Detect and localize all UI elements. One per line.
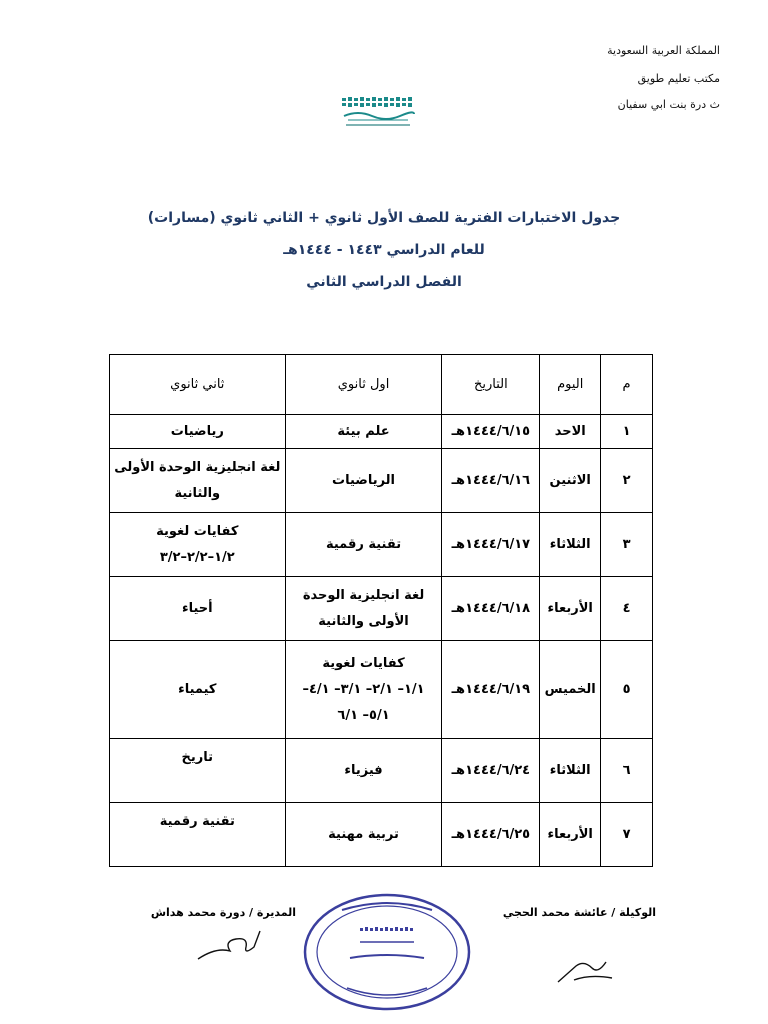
row-second: تقنية رقمية bbox=[110, 803, 286, 867]
row-second: أحياء bbox=[110, 577, 286, 641]
school-seal-stamp bbox=[302, 892, 472, 1012]
row-day: الاحد bbox=[540, 415, 601, 449]
row-first: تقنية رقمية bbox=[285, 513, 442, 577]
table-row bbox=[110, 449, 653, 513]
row-second: كيمياء bbox=[110, 641, 286, 739]
row-date: ١٤٤٤/٦/٢٤هـ bbox=[442, 739, 540, 803]
header-country: المملكة العربية السعودية bbox=[607, 44, 720, 57]
table-header-row bbox=[110, 355, 653, 415]
principal-label: المديرة / دورة محمد هداش bbox=[150, 906, 296, 919]
row-date: ١٤٤٤/٦/٢٥هـ bbox=[442, 803, 540, 867]
row-num: ٤ bbox=[601, 577, 653, 641]
row-first: كفايات لغوية ١/١– ٢/١– ٣/١– ٤/١– ٥/١– ٦/١ bbox=[285, 641, 442, 739]
row-date: ١٤٤٤/٦/١٥هـ bbox=[442, 415, 540, 449]
row-day: الثلاثاء bbox=[540, 739, 601, 803]
title-main: جدول الاختبارات الفترية للصف الأول ثانوي + الثاني ثانوي (مسارات) bbox=[147, 210, 621, 226]
row-date: ١٤٤٤/٦/١٨هـ bbox=[442, 577, 540, 641]
table-row bbox=[110, 803, 653, 867]
row-num: ٣ bbox=[601, 513, 653, 577]
row-first: تربية مهنية bbox=[285, 803, 442, 867]
header-date: التاريخ bbox=[442, 355, 540, 415]
header-second-secondary: ثاني ثانوي bbox=[110, 355, 286, 415]
table-row bbox=[110, 739, 653, 803]
row-num: ٥ bbox=[601, 641, 653, 739]
table-row bbox=[110, 513, 653, 577]
row-day: الأربعاء bbox=[540, 803, 601, 867]
table-row bbox=[110, 577, 653, 641]
ministry-of-education-logo bbox=[338, 96, 420, 130]
header-office: مكتب تعليم طويق bbox=[637, 72, 720, 85]
exam-schedule-table bbox=[109, 354, 653, 867]
row-num: ٢ bbox=[601, 449, 653, 513]
row-second: رياضيات bbox=[110, 415, 286, 449]
header-num: م bbox=[601, 355, 653, 415]
row-num: ٧ bbox=[601, 803, 653, 867]
row-date: ١٤٤٤/٦/١٩هـ bbox=[442, 641, 540, 739]
row-day: الأربعاء bbox=[540, 577, 601, 641]
row-date: ١٤٤٤/٦/١٦هـ bbox=[442, 449, 540, 513]
header-school: ث درة بنت ابي سفيان bbox=[617, 98, 720, 111]
principal-signature bbox=[196, 925, 266, 965]
table-row bbox=[110, 415, 653, 449]
row-day: الخميس bbox=[540, 641, 601, 739]
row-first: فيزياء bbox=[285, 739, 442, 803]
row-date: ١٤٤٤/٦/١٧هـ bbox=[442, 513, 540, 577]
deputy-label: الوكيلة / عائشة محمد الحجي bbox=[502, 906, 656, 919]
row-num: ٦ bbox=[601, 739, 653, 803]
row-first: الرياضيات bbox=[285, 449, 442, 513]
row-second: كفايات لغوية ١/٢–٢/٢–٣/٢ bbox=[110, 513, 286, 577]
row-second: تاريخ bbox=[110, 739, 286, 803]
header-day: اليوم bbox=[540, 355, 601, 415]
row-first: علم بيئة bbox=[285, 415, 442, 449]
row-day: الاثنين bbox=[540, 449, 601, 513]
header-first-secondary: اول ثانوي bbox=[285, 355, 442, 415]
row-day: الثلاثاء bbox=[540, 513, 601, 577]
title-year: للعام الدراسي ١٤٤٣ - ١٤٤٤هـ bbox=[283, 242, 485, 258]
title-semester: الفصل الدراسي الثاني bbox=[306, 274, 462, 290]
row-first: لغة انجليزية الوحدة الأولى والثانية bbox=[285, 577, 442, 641]
deputy-signature bbox=[556, 952, 616, 988]
row-num: ١ bbox=[601, 415, 653, 449]
table-row bbox=[110, 641, 653, 739]
row-second: لغة انجليزية الوحدة الأولى والثانية bbox=[110, 449, 286, 513]
